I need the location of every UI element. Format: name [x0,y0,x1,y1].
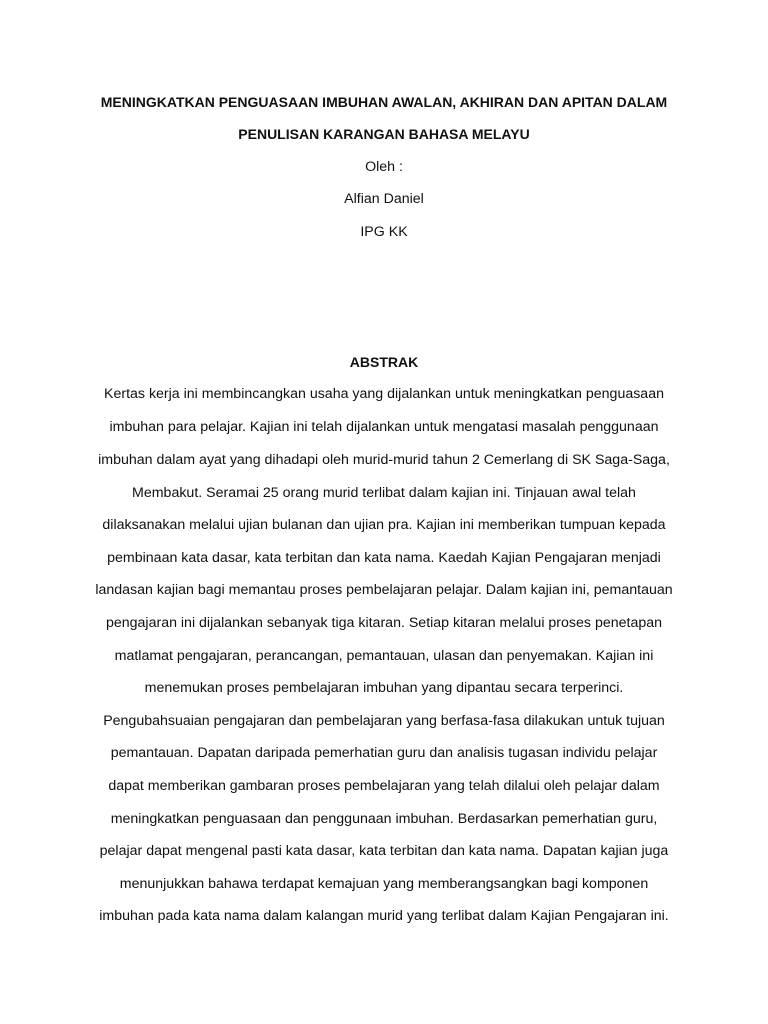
title-line-2: PENULISAN KARANGAN BAHASA MELAYU [238,126,530,142]
abstract-line: imbuhan para pelajar. Kajian ini telah dijalankan untuk mengatasi masalah penggunaan [109,419,659,435]
abstract-line: dilaksanakan melalui ujian bulanan dan ujian pra. Kajian ini memberikan tumpuan kepada [102,517,666,533]
abstract-line: pemantauan. Dapatan daripada pemerhatian guru dan analisis tugasan individu pelajar [110,745,658,761]
abstract-line: pengajaran ini dijalankan sebanyak tiga kitaran. Setiap kitaran melalui proses penetapan [105,615,663,631]
abstract-line: menunjukkan bahawa terdapat kemajuan yang memberangsangkan bagi komponen [119,876,649,892]
abstract-line: landasan kajian bagi memantau proses pembelajaran pelajar. Dalam kajian ini, pemantauan [95,582,673,598]
title-line-1: MENINGKATKAN PENGUASAAN IMBUHAN AWALAN, AKHIRAN DAN APITAN DALAM [100,94,668,110]
abstract-line: Pengubahsuaian pengajaran dan pembelajaran yang berfasa-fasa dilakukan untuk tujuan [103,713,665,729]
author-name: Alfian Daniel [344,191,424,207]
abstract-line: imbuhan dalam ayat yang dihadapi oleh murid-murid tahun 2 Cemerlang di SK Saga-Saga, [98,452,670,468]
abstract-line: meningkatkan penguasaan dan penggunaan imbuhan. Berdasarkan pemerhatian guru, [110,811,658,827]
abstract-line: matlamat pengajaran, perancangan, pemantauan, ulasan dan penyemakan. Kajian ini [114,648,654,664]
abstract-line: pelajar dapat mengenal pasti kata dasar, kata terbitan dan kata nama. Dapatan kajian juga [99,843,669,859]
abstract-line: Kertas kerja ini membincangkan usaha yang dijalankan untuk meningkatkan penguasaan [104,386,664,402]
by-label: Oleh : [365,159,403,175]
abstract-line: Membakut. Seramai 25 orang murid terlibat dalam kajian ini. Tinjauan awal telah [132,485,636,501]
abstract-line: dapat memberikan gambaran proses pembelajaran yang telah dilalui oleh pelajar dalam [108,778,660,794]
institution-name: IPG KK [360,224,408,240]
abstract-line: imbuhan pada kata nama dalam kalangan murid yang terlibat dalam Kajian Pengajaran ini. [99,908,669,924]
abstract-heading: ABSTRAK [349,354,419,370]
abstract-line: menemukan proses pembelajaran imbuhan yang dipantau secara terperinci. [144,680,624,696]
abstract-line: pembinaan kata dasar, kata terbitan dan kata nama. Kaedah Kajian Pengajaran menjadi [107,550,661,566]
